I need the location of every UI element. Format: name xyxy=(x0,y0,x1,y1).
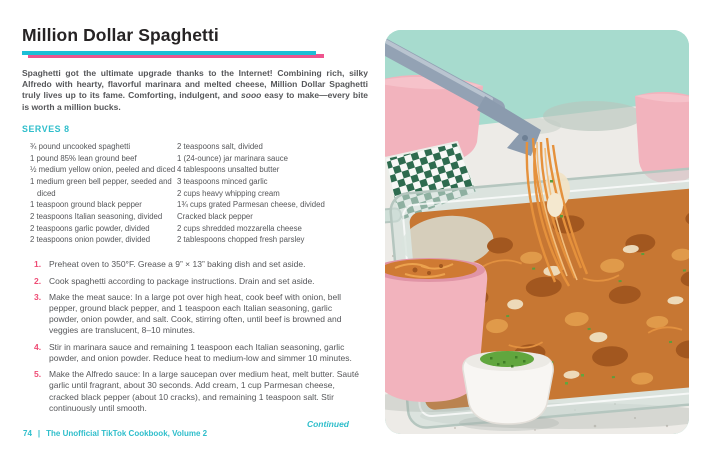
recipe-photo xyxy=(385,30,689,434)
intro-text-end: easy to make—every bite is worth a million bucks. xyxy=(22,90,368,112)
ingredient-item: 2 cups heavy whipping cream xyxy=(177,188,280,198)
step-text: Stir in marinara sauce and remaining 1 teaspoon each Italian seasoning, garlic powder, and onion powder. Reduce heat to medium-low and simmer 10 minutes. xyxy=(49,341,352,363)
step-text: Cook spaghetti according to package instructions. Drain and set aside. xyxy=(49,275,315,286)
step-number: 4. xyxy=(34,341,42,352)
step-number: 2. xyxy=(34,275,42,286)
footer-divider: | xyxy=(37,429,41,438)
page-footer xyxy=(23,429,207,438)
instruction-step xyxy=(34,276,361,287)
serves-heading: SERVES 8 xyxy=(22,123,70,134)
page-number: 74 xyxy=(23,429,32,438)
continued-label: Continued xyxy=(306,419,349,430)
title-divider xyxy=(22,51,324,59)
page-title: Million Dollar Spaghetti xyxy=(22,25,219,45)
instruction-step xyxy=(34,369,361,413)
ingredient-item: ½ medium yellow onion, peeled and diced xyxy=(30,165,176,175)
ingredient-item: 2 tablespoons chopped fresh parsley xyxy=(177,235,305,245)
instruction-step xyxy=(34,292,361,336)
ingredient-item: 2 teaspoons garlic powder, divided xyxy=(30,223,150,233)
ingredient-item: ¾ pound uncooked spaghetti xyxy=(30,141,131,151)
instruction-step xyxy=(34,259,361,270)
ingredient-item: 2 teaspoons salt, divided xyxy=(177,141,263,151)
step-text: Make the meat sauce: In a large pot over high heat, cook beef with onion, bell pepper, ground black pepper, and 1 teaspoon each Italian seasoning, garlic powder, onion powder, and salt. Cook, stirring often, until beef is browned and veggies are translucent, 8–10 minutes. xyxy=(49,292,342,336)
step-number: 3. xyxy=(34,292,42,303)
ingredient-item: 2 teaspoons Italian seasoning, divided xyxy=(30,212,163,221)
ingredient-item: 1 medium green bell pepper, seeded and diced xyxy=(30,176,172,198)
recipe-text-column xyxy=(22,25,370,429)
ingredient-column-right xyxy=(177,141,363,246)
spaghetti-photo-illustration xyxy=(385,30,689,434)
step-text: Preheat oven to 350°F. Grease a 9” × 13” baking dish and set aside. xyxy=(49,259,306,270)
step-number: 1. xyxy=(34,259,42,270)
ingredient-item: 1 pound 85% lean ground beef xyxy=(30,153,137,163)
ingredient-item: 2 cups shredded mozzarella cheese xyxy=(177,223,302,233)
title-divider-teal-bar xyxy=(22,51,316,55)
book-title: The Unofficial TikTok Cookbook, Volume 2 xyxy=(46,429,208,438)
ingredient-item: Cracked black pepper xyxy=(177,212,253,221)
ingredient-item: 4 tablespoons unsalted butter xyxy=(177,165,280,175)
step-number: 5. xyxy=(34,369,42,380)
instruction-list xyxy=(34,259,361,414)
intro-text-start: Spaghetti got the ultimate upgrade thanks to the Internet! Combining rich, silky Alfredo with hearty, flavorful marinara and melted cheese, Million Dollar Spaghetti truly lives up to its fame. Comforting, indulgent, and xyxy=(22,68,368,101)
ingredient-item: 1¾ cups grated Parmesan cheese, divided xyxy=(177,200,325,210)
ingredient-column-left xyxy=(30,141,177,246)
ingredient-item: 3 teaspoons minced garlic xyxy=(177,176,268,186)
intro-italic-word: sooo xyxy=(241,90,262,101)
step-text: Make the Alfredo sauce: In a large saucepan over medium heat, melt butter. Sauté garlic until fragrant, about 30 seconds. Add cream, 1 cup Parmesan cheese, cracked black pepper (about 10 cracks), and remaining 1 teaspoon salt. Stir continuously until smooth. xyxy=(49,369,359,413)
ingredient-item: 1 teaspoon ground black pepper xyxy=(30,200,142,210)
ingredient-item: 1 (24-ounce) jar marinara sauce xyxy=(177,153,288,163)
ingredient-list xyxy=(22,141,370,246)
ingredient-item: 2 teaspoons onion powder, divided xyxy=(30,235,151,245)
instruction-step xyxy=(34,342,361,364)
recipe-intro xyxy=(22,68,368,113)
